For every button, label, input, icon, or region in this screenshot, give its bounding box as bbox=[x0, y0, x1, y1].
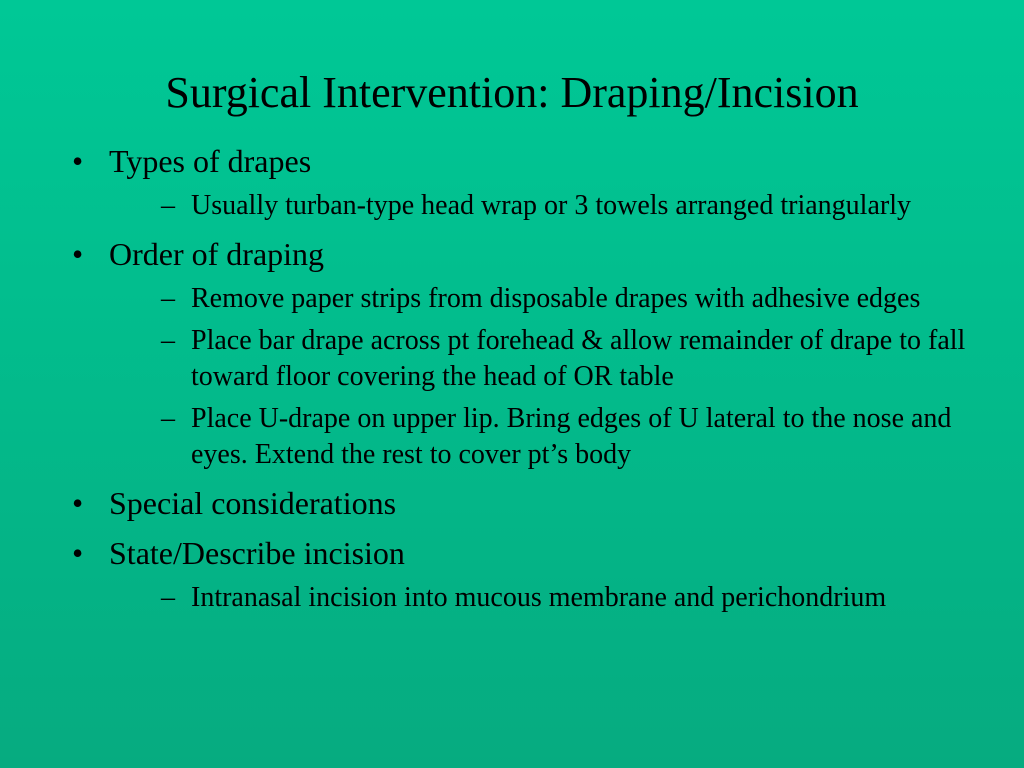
sub-item-text: Usually turban-type head wrap or 3 towels arranged triangularly bbox=[191, 190, 911, 221]
sub-list bbox=[109, 188, 972, 224]
bullet-text: Order of draping bbox=[109, 236, 325, 272]
sub-item bbox=[109, 281, 1001, 317]
sub-item bbox=[109, 401, 1001, 473]
bullet-item-special-considerations bbox=[72, 483, 972, 523]
dash-icon: – bbox=[161, 582, 175, 613]
sub-item-text: Place bar drape across pt forehead & allow remainder of drape to fall toward floor covering the head of OR table bbox=[191, 325, 966, 392]
bullet-item-state-describe-incision bbox=[72, 533, 972, 616]
bullet-icon: • bbox=[72, 535, 84, 571]
bullet-item-types-of-drapes bbox=[72, 141, 972, 224]
sub-item bbox=[109, 188, 1001, 224]
sub-list bbox=[109, 281, 972, 473]
slide-title: Surgical Intervention: Draping/Incision bbox=[165, 68, 859, 117]
bullet-text: Types of drapes bbox=[109, 143, 312, 179]
bullet-item-order-of-draping bbox=[72, 234, 972, 473]
sub-item bbox=[109, 580, 1001, 616]
bullet-icon: • bbox=[72, 143, 84, 179]
sub-item-text: Intranasal incision into mucous membrane and perichondrium bbox=[191, 582, 887, 613]
dash-icon: – bbox=[161, 325, 175, 356]
bullet-list bbox=[72, 141, 972, 616]
bullet-icon: • bbox=[72, 236, 84, 272]
sub-item-text: Place U-drape on upper lip. Bring edges of U lateral to the nose and eyes. Extend the rest to cover pt’s body bbox=[191, 403, 952, 470]
bullet-icon: • bbox=[72, 485, 84, 521]
dash-icon: – bbox=[161, 283, 175, 314]
sub-item bbox=[109, 323, 1001, 395]
bullet-text: State/Describe incision bbox=[109, 535, 405, 571]
sub-list bbox=[109, 580, 972, 616]
dash-icon: – bbox=[161, 190, 175, 221]
sub-item-text: Remove paper strips from disposable drapes with adhesive edges bbox=[191, 283, 921, 314]
bullet-text: Special considerations bbox=[109, 485, 397, 521]
dash-icon: – bbox=[161, 403, 175, 434]
